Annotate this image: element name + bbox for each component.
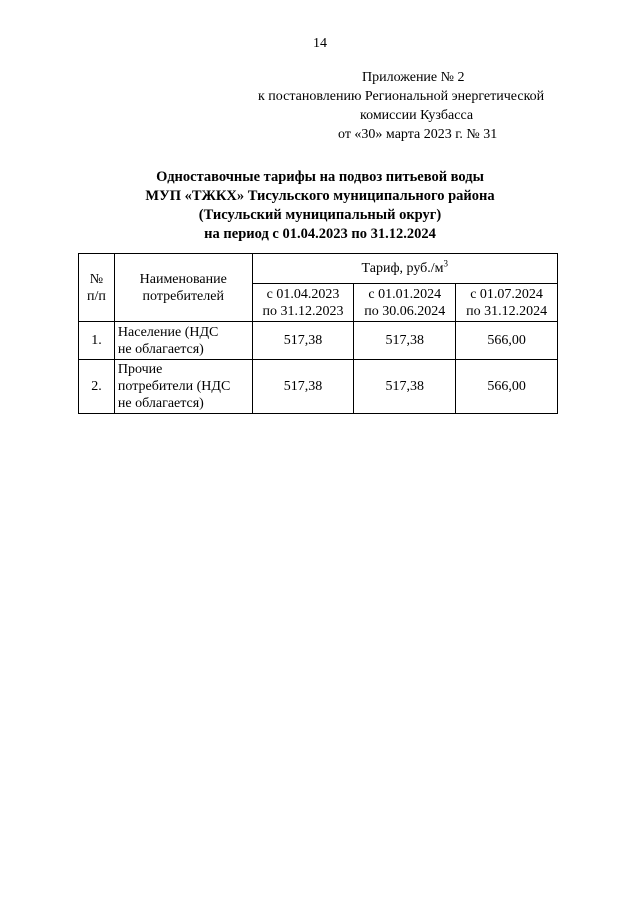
table-row [79,322,558,360]
header-num-line-1: № [89,271,104,287]
title-line-3: (Тисульский муниципальный округ) [198,207,442,223]
row-1-value-2: 517,38 [354,322,456,360]
document-title [0,168,640,244]
row-2-consumer-line-2: потребители (НДС [117,379,231,394]
appendix-line-1: Приложение № 2 [362,70,465,85]
title-line-2: МУП «ТЖКХ» Тисульского муниципального района [145,188,495,204]
header-num [79,254,115,322]
row-1-consumer [114,322,252,360]
row-2-consumer-line-1: Прочие [117,362,163,377]
appendix-reference [0,68,640,144]
row-2-value-3: 566,00 [456,360,558,414]
row-1-consumer-line-2: не облагается) [117,341,204,357]
header-consumer-name [114,254,252,322]
row-1-num: 1. [79,322,115,360]
period-2-end: по 30.06.2024 [364,303,446,319]
row-1-value-3: 566,00 [456,322,558,360]
row-2-value-1: 517,38 [252,360,354,414]
header-name-line-1: Наименование [139,271,227,287]
period-2-start: с 01.01.2024 [368,286,442,302]
page-number: 14 [313,36,327,51]
header-num-line-2: п/п [87,288,106,304]
table-row [79,360,558,414]
appendix-line-2: к постановлению Региональной энергетической [258,89,545,104]
row-2-consumer [114,360,252,414]
title-line-1: Одноставочные тарифы на подвоз питьевой воды [156,169,484,185]
period-3-end: по 31.12.2024 [466,303,548,319]
appendix-line-4: от «30» марта 2023 г. № 31 [338,127,498,142]
period-3-start: с 01.07.2024 [470,286,543,302]
header-tariff-unit-exponent: 3 [443,258,449,269]
row-2-consumer-line-3: не облагается) [117,396,204,411]
header-name-line-2: потребителей [142,288,224,304]
table-header-row [79,254,558,284]
period-1-start: с 01.04.2023 [266,286,340,302]
title-line-4: на период с 01.04.2023 по 31.12.2024 [204,226,436,242]
row-2-num: 2. [79,360,115,414]
header-tariff-label: Тариф, руб./м [361,261,444,276]
tariff-table [78,253,558,414]
period-3 [456,284,558,322]
row-1-consumer-line-1: Население (НДС [117,324,219,340]
appendix-line-3: комиссии Кузбасса [360,108,474,123]
period-2 [354,284,456,322]
header-tariff [252,254,557,284]
row-2-value-2: 517,38 [354,360,456,414]
row-1-value-1: 517,38 [252,322,354,360]
period-1-end: по 31.12.2023 [262,303,344,319]
period-1 [252,284,354,322]
